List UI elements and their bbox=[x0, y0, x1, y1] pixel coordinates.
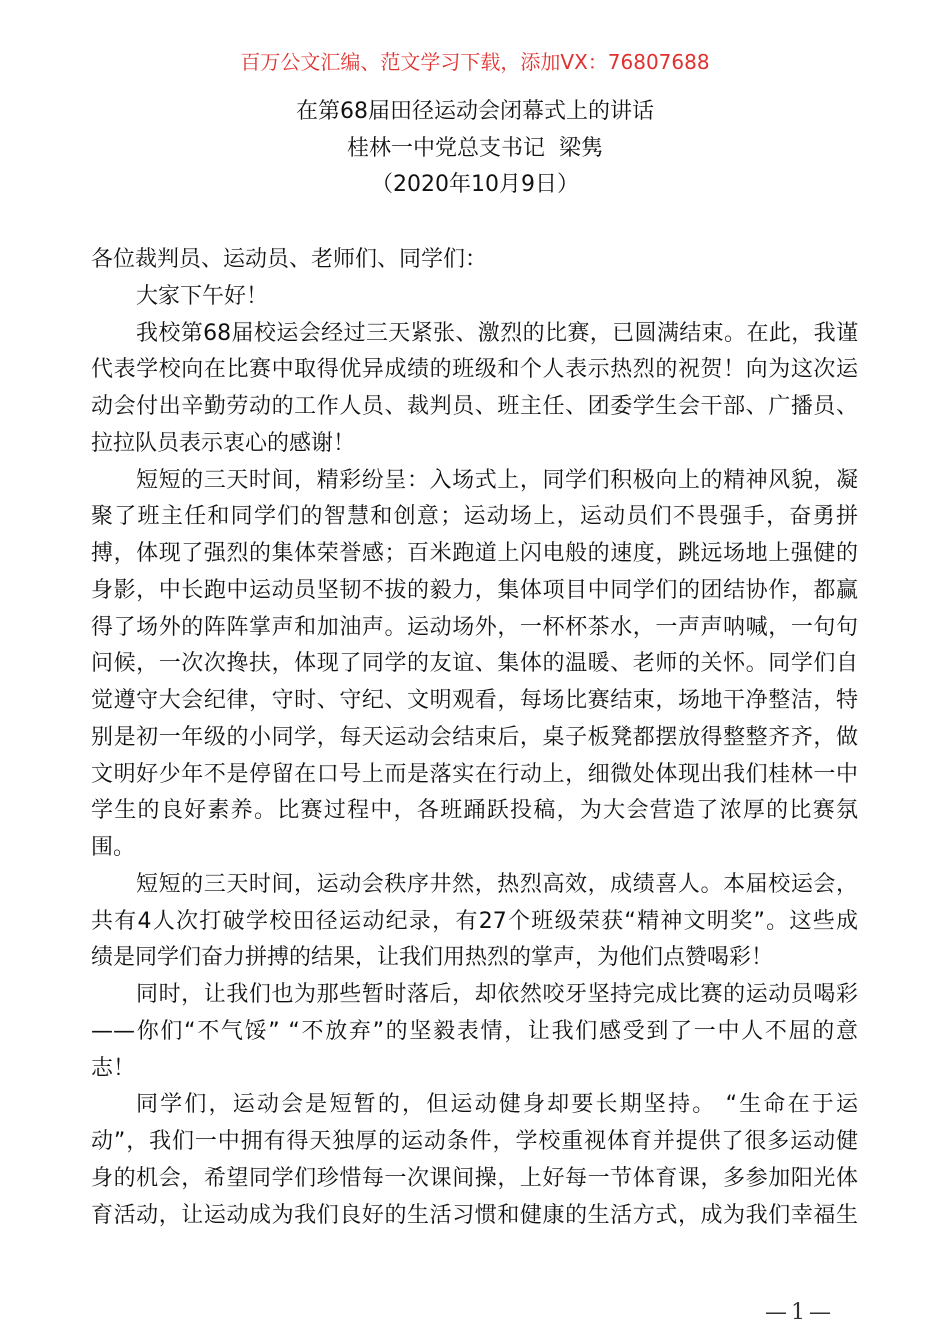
body-line: 得了场外的阵阵掌声和加油声。运动场外，一杯杯茶水，一声声呐喊，一句句 bbox=[91, 614, 858, 640]
body-line: 动会付出辛勤劳动的工作人员、裁判员、班主任、团委学生会干部、广播员、 bbox=[91, 394, 858, 419]
body-line: 短短的三天时间，精彩纷呈：入场式上，同学们积极向上的精神风貌，凝 bbox=[136, 467, 858, 493]
body-line: 文明好少年不是停留在口号上而是落实在行动上，细微处体现出我们桂林一中 bbox=[91, 761, 858, 787]
body-line: 同时，让我们也为那些暂时落后，却依然咬牙坚持完成比赛的运动员喝彩 bbox=[136, 982, 858, 1007]
body-line: 问候，一次次搀扶，体现了同学的友谊、集体的温暖、老师的关怀。同学们自 bbox=[91, 651, 858, 677]
body-line: 动”，我们一中拥有得天独厚的运动条件，学校重视体育并提供了很多运动健 bbox=[91, 1129, 858, 1154]
body-line: 身影，中长跑中运动员坚韧不拔的毅力，集体项目中同学们的团结协作，都赢 bbox=[91, 577, 858, 603]
document-title: 在第68届田径运动会闭幕式上的讲话 bbox=[296, 99, 654, 124]
body-line: 同学们，运动会是短暂的，但运动健身却要长期坚持。 “生命在于运 bbox=[136, 1092, 858, 1118]
date-line: （2020年10月9日） bbox=[371, 172, 579, 197]
promo-banner: 百万公文汇编、范文学习下载，添加VX：76807688 bbox=[240, 50, 710, 74]
body-line: 大家下午好！ bbox=[136, 283, 269, 309]
body-line: 代表学校向在比赛中取得优异成绩的班级和个人表示热烈的祝贺！向为这次运 bbox=[91, 357, 858, 383]
page-number: —1— bbox=[765, 1300, 835, 1325]
speaker-line: 桂林一中党总支书记 梁隽 bbox=[347, 136, 603, 161]
body-line: 短短的三天时间，运动会秩序井然，热烈高效，成绩喜人。本届校运会， bbox=[136, 871, 858, 897]
body-line: 身的机会，希望同学们珍惜每一次课间操，上好每一节体育课，多参加阳光体 bbox=[91, 1165, 858, 1191]
body-line: 各位裁判员、运动员、老师们、同学们： bbox=[91, 247, 488, 272]
body-line: 共有4人次打破学校田径运动纪录，有27个班级荣获“精神文明奖”。这些成 bbox=[91, 908, 858, 934]
body-line: 学生的良好素养。比赛过程中，各班踊跃投稿，为大会营造了浓厚的比赛氛 bbox=[91, 798, 858, 824]
body-line: 聚了班主任和同学们的智慧和创意；运动场上，运动员们不畏强手，奋勇拼 bbox=[91, 504, 858, 530]
body-line: 育活动，让运动成为我们良好的生活习惯和健康的生活方式，成为我们幸福生 bbox=[91, 1202, 858, 1228]
body-line: 绩是同学们奋力拼搏的结果，让我们用热烈的掌声，为他们点赞喝彩！ bbox=[91, 945, 774, 971]
body-line: 志！ bbox=[91, 1055, 136, 1081]
body-line: 我校第68届校运会经过三天紧张、激烈的比赛，已圆满结束。在此，我谨 bbox=[136, 320, 858, 346]
body-line: 拉拉队员表示衷心的感谢！ bbox=[91, 430, 356, 456]
body-line: 搏，体现了强烈的集体荣誉感；百米跑道上闪电般的速度，跳远场地上强健的 bbox=[91, 541, 858, 566]
body-line: ——你们“不气馁” “不放弃”的坚毅表情，让我们感受到了一中人不屈的意 bbox=[91, 1018, 858, 1044]
body-line: 别是初一年级的小同学，每天运动会结束后，桌子板凳都摆放得整整齐齐，做 bbox=[91, 724, 858, 750]
body-line: 围。 bbox=[91, 835, 136, 860]
body-line: 觉遵守大会纪律，守时、守纪、文明观看，每场比赛结束，场地干净整洁，特 bbox=[91, 688, 858, 713]
